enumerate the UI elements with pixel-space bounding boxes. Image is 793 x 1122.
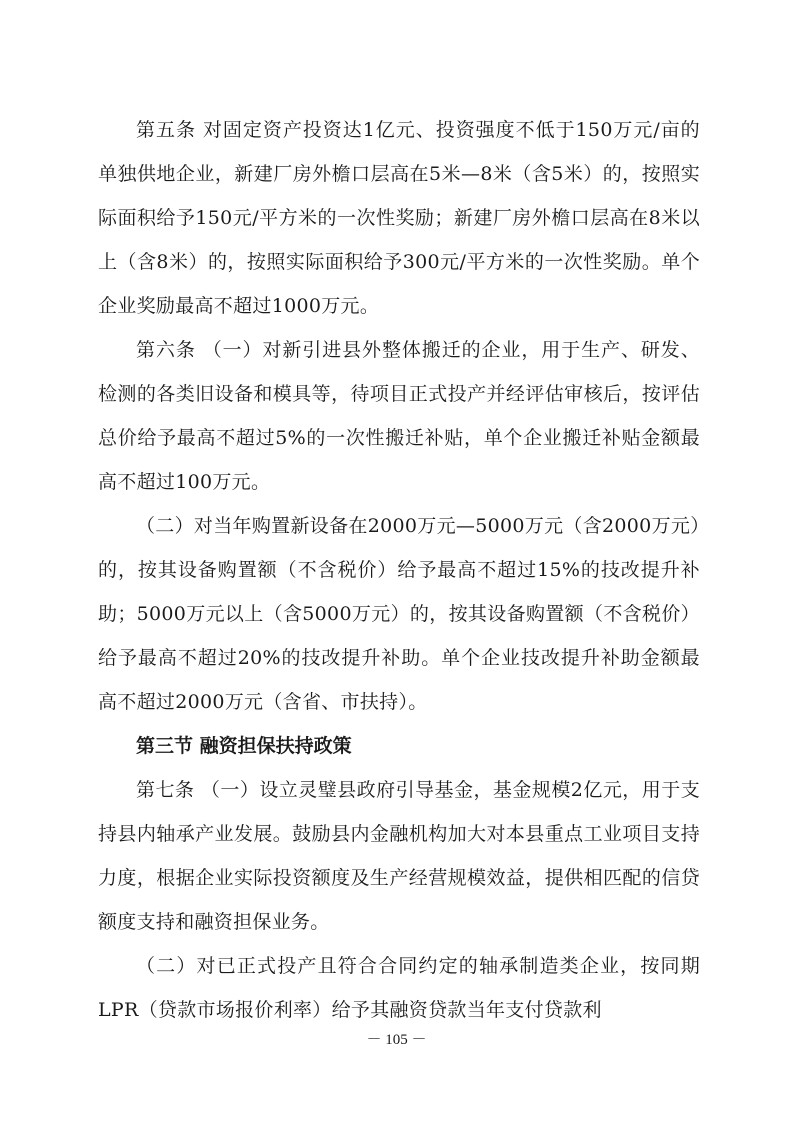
- article-6-paragraph-1: 第六条 （一）对新引进县外整体搬迁的企业，用于生产、研发、检测的各类旧设备和模具等，待项目正式投产并经评估审核后，按评估总价给予最高不超过5%的一次性搬迁补贴，单个企业搬迁补贴金额最高不超过100万元。: [98, 339, 700, 493]
- page-number: － 105 －: [366, 1032, 427, 1048]
- section-3-heading: 第三节 融资担保扶持政策: [136, 735, 352, 757]
- article-7-paragraph-2: （二）对已正式投产且符合合同约定的轴承制造类企业，按同期LPR（贷款市场报价利率）给予其融资贷款当年支付贷款利: [98, 955, 700, 1021]
- article-5-paragraph: 第五条 对固定资产投资达1亿元、投资强度不低于150万元/亩的单独供地企业，新建厂房外檐口层高在5米—8米（含5米）的，按照实际面积给予150元/平方米的一次性奖励；新建厂房外檐口层高在8米以上（含8米）的，按照实际面积给予300元/平方米的一次性奖励。单个企业奖励最高不超过1000万元。: [98, 119, 700, 317]
- article-6-paragraph-2: （二）对当年购置新设备在2000万元—5000万元（含2000万元）的，按其设备购置额（不含税价）给予最高不超过15%的技改提升补助；5000万元以上（含5000万元）的，按其设备购置额（不含税价）给予最高不超过20%的技改提升补助。单个企业技改提升补助金额最高不超过2000万元（含省、市扶持）。: [98, 515, 700, 713]
- article-7-paragraph-1: 第七条 （一）设立灵璧县政府引导基金，基金规模2亿元，用于支持县内轴承产业发展。鼓励县内金融机构加大对本县重点工业项目支持力度，根据企业实际投资额度及生产经营规模效益，提供相匹配的信贷额度支持和融资担保业务。: [98, 779, 700, 933]
- document-body: [98, 108, 700, 1032]
